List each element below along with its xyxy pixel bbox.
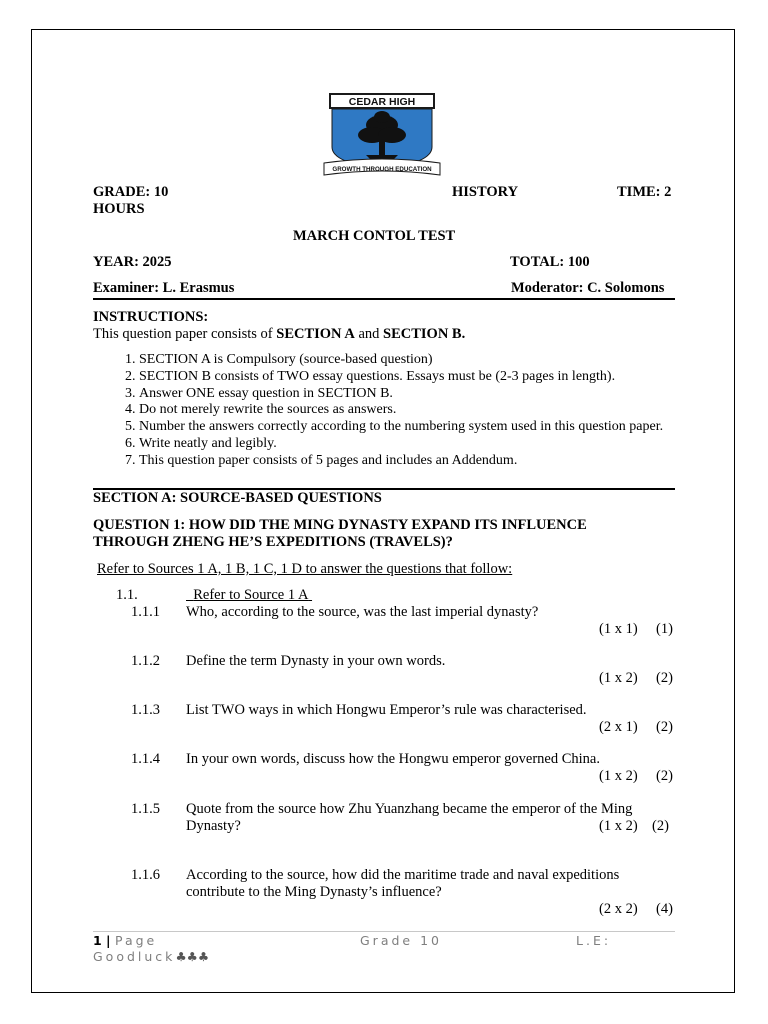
question-number: 1.1.5 xyxy=(131,801,160,817)
instruction-item: 3. Answer ONE essay question in SECTION B. xyxy=(139,386,679,403)
question-text: In your own words, discuss how the Hongwu emperor governed China. xyxy=(186,751,600,767)
instructions-heading: INSTRUCTIONS: xyxy=(93,309,209,325)
refer-source-1a: Refer to Source 1 A xyxy=(193,587,309,603)
question-marks: (1 x 2) xyxy=(599,670,638,686)
question-number: 1.1.2 xyxy=(131,653,160,669)
question-text-cont: contribute to the Ming Dynasty’s influence? xyxy=(186,884,442,900)
question-marks: (2 x 1) xyxy=(599,719,638,735)
question-1-title-cont: THROUGH ZHENG HE’S EXPEDITIONS (TRAVELS)? xyxy=(93,534,453,550)
instructions-intro: This question paper consists of SECTION A and SECTION B. xyxy=(93,326,466,342)
clubs-icon: ♣♣♣ xyxy=(175,949,210,964)
examiner-label: Examiner: L. Erasmus xyxy=(93,280,235,296)
question-text: Who, according to the source, was the last imperial dynasty? xyxy=(186,604,539,620)
question-1-title: QUESTION 1: HOW DID THE MING DYNASTY EXPAND ITS INFLUENCE xyxy=(93,517,587,533)
moderator-label: Moderator: C. Solomons xyxy=(511,280,665,296)
question-marks: (2 x 2) xyxy=(599,901,638,917)
question-marks: (1 x 2) xyxy=(599,818,638,834)
instruction-item: 7. This question paper consists of 5 pages and includes an Addendum. xyxy=(139,453,679,470)
refer-all-sources: Refer to Sources 1 A, 1 B, 1 C, 1 D to answer the questions that follow: xyxy=(97,561,513,577)
question-total: (2) xyxy=(656,719,673,735)
instruction-item: 4. Do not merely rewrite the sources as answers. xyxy=(139,402,679,419)
question-total: (2) xyxy=(656,670,673,686)
footer-examiner: L.E: xyxy=(576,933,612,948)
footer-grade: Grade 10 xyxy=(360,933,442,948)
question-total: (1) xyxy=(656,621,673,637)
footer-goodluck: Goodluck♣♣♣ xyxy=(93,949,210,964)
instruction-item: 2. SECTION B consists of TWO essay questions. Essays must be (2-3 pages in length). xyxy=(139,369,679,386)
grade-label: GRADE: 10 xyxy=(93,184,169,200)
school-logo xyxy=(322,91,442,179)
question-marks: (1 x 1) xyxy=(599,621,638,637)
year-label: YEAR: 2025 xyxy=(93,254,172,270)
question-marks: (1 x 2) xyxy=(599,768,638,784)
question-number: 1.1.3 xyxy=(131,702,160,718)
section-a-heading: SECTION A: SOURCE-BASED QUESTIONS xyxy=(93,490,382,506)
question-number: 1.1.6 xyxy=(131,867,160,883)
question-total: (2) xyxy=(656,768,673,784)
question-number: 1.1.1 xyxy=(131,604,160,620)
subject-label: HISTORY xyxy=(452,184,519,200)
footer-page: 1 | Page xyxy=(93,933,158,948)
question-total: (4) xyxy=(656,901,673,917)
instruction-item: 1. SECTION A is Compulsory (source-based question) xyxy=(139,352,679,369)
time-label: TIME: 2 xyxy=(617,184,672,200)
subsection-number: 1.1. xyxy=(116,587,138,603)
question-text: List TWO ways in which Hongwu Emperor’s rule was characterised. xyxy=(186,702,587,718)
instruction-item: 5. Number the answers correctly according to the numbering system used in this question paper. xyxy=(139,419,679,436)
question-text: Define the term Dynasty in your own words. xyxy=(186,653,446,669)
test-title: MARCH CONTOL TEST xyxy=(293,228,456,244)
question-number: 1.1.4 xyxy=(131,751,160,767)
time-continued: HOURS xyxy=(93,201,145,217)
logo-motto: GROWTH THROUGH EDUCATION xyxy=(332,166,432,173)
instruction-item: 6. Write neatly and legibly. xyxy=(139,436,679,453)
logo-title: CEDAR HIGH xyxy=(348,96,416,108)
question-text-cont: Dynasty? xyxy=(186,818,241,834)
question-text: According to the source, how did the maritime trade and naval expeditions xyxy=(186,867,620,883)
total-label: TOTAL: 100 xyxy=(510,254,590,270)
footer-divider xyxy=(93,931,675,932)
instructions-list xyxy=(93,352,679,470)
question-text: Quote from the source how Zhu Yuanzhang became the emperor of the Ming xyxy=(186,801,633,817)
divider xyxy=(93,298,675,300)
question-total: (2) xyxy=(652,818,669,834)
